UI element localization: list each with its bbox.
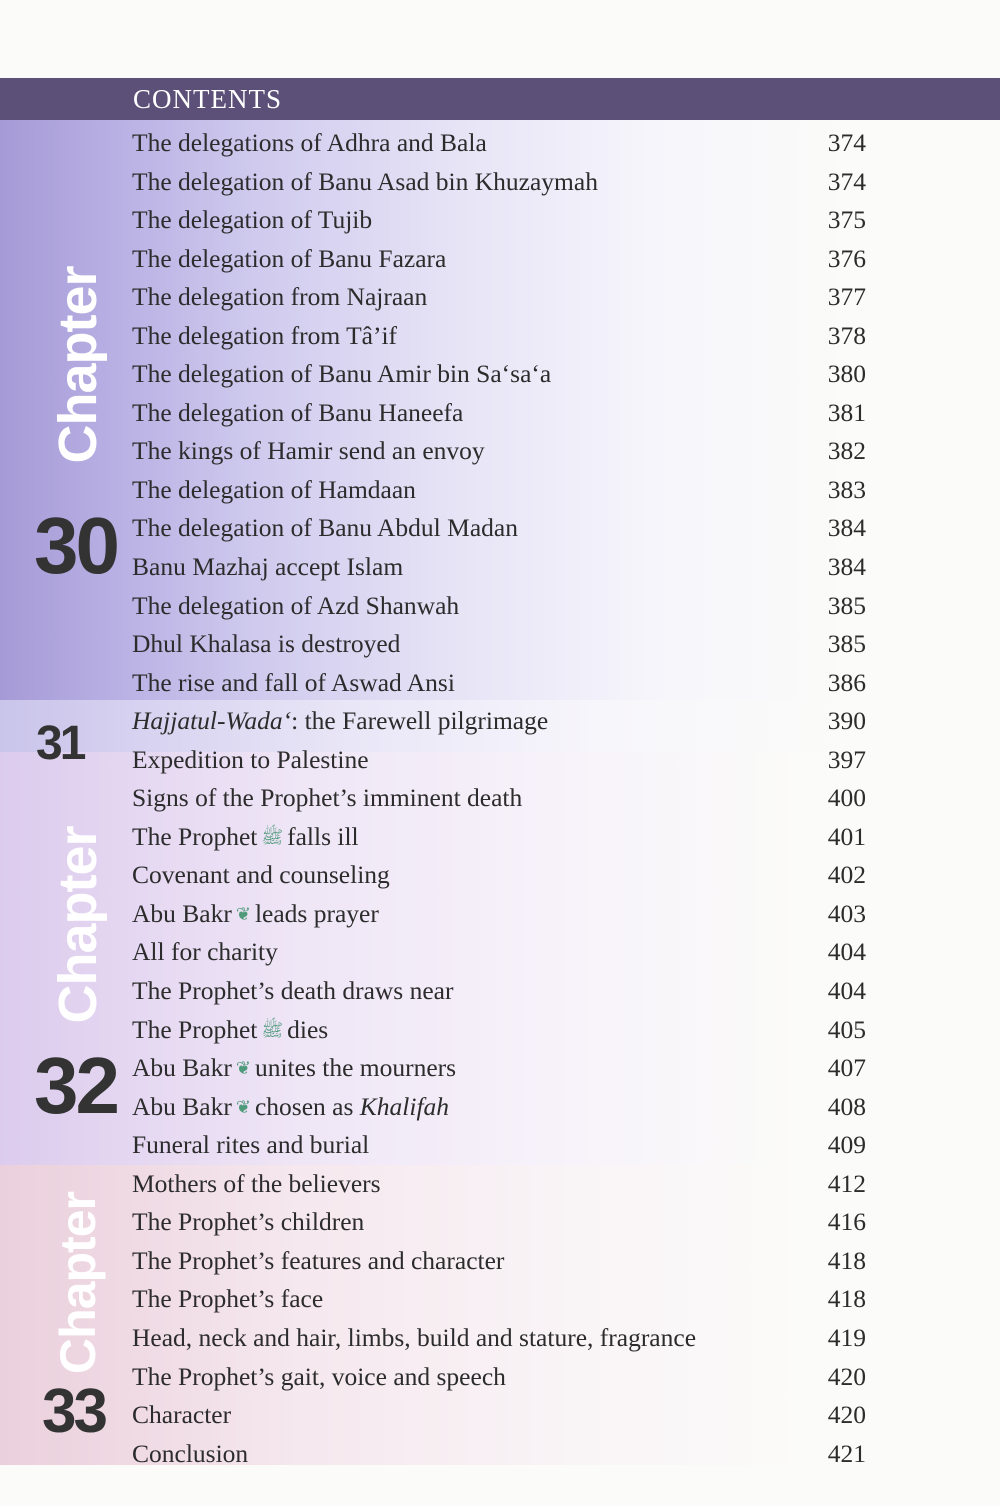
entry-page-number: 420 [827, 1361, 866, 1391]
entry-page-number: 402 [827, 860, 866, 890]
chapter-32-label: Chapter [48, 826, 108, 1024]
toc-entry[interactable] [132, 933, 872, 972]
entry-page-number: 409 [827, 1130, 866, 1160]
entry-page-number: 418 [827, 1284, 866, 1314]
entry-title: The delegation of Tujib [132, 205, 373, 235]
entry-page-number: 408 [827, 1091, 866, 1121]
toc-entry[interactable] [132, 1011, 872, 1050]
toc-entry[interactable] [132, 818, 872, 857]
entry-page-number: 403 [827, 898, 866, 928]
chapter-31-number: 31 [36, 717, 84, 770]
ra-honorific-icon: ❦ [235, 1096, 251, 1117]
entry-title-post: dies [287, 1014, 329, 1044]
entry-title-post: leads prayer [254, 898, 379, 928]
entry-page-number: 384 [827, 513, 866, 543]
toc-entry[interactable] [132, 741, 872, 780]
entry-title [132, 818, 359, 857]
entry-title-italic: Hajjatul-Wada‘ [132, 706, 292, 736]
entry-title [132, 702, 548, 741]
chapter-33-label: Chapter [50, 1192, 106, 1374]
entry-page-number: 416 [827, 1207, 866, 1237]
entry-page-number: 376 [827, 243, 866, 273]
toc-entry[interactable] [132, 317, 872, 356]
page-title: CONTENTS [133, 84, 282, 114]
entry-title: Funeral rites and burial [132, 1130, 370, 1160]
pbuh-honorific-icon: ﷺ [261, 1019, 284, 1040]
entry-title: The delegation from Tâ’if [132, 320, 398, 350]
entry-page-number: 390 [827, 706, 866, 736]
toc-entry[interactable] [132, 471, 872, 510]
entry-page-number: 386 [827, 667, 866, 697]
entry-title: The delegation of Hamdaan [132, 474, 416, 504]
entry-title: All for charity [132, 937, 278, 967]
entry-page-number: 404 [827, 937, 866, 967]
entry-title: Head, neck and hair, limbs, build and stature, fragrance [132, 1322, 697, 1352]
entry-title: The delegation of Banu Haneefa [132, 397, 464, 427]
entry-title: The Prophet’s face [132, 1284, 324, 1314]
entry-title [132, 1011, 328, 1050]
entry-title-rest: : the Farewell pilgrimage [291, 706, 549, 736]
entry-title: Character [132, 1400, 232, 1430]
toc-entry[interactable] [132, 625, 872, 664]
entry-title-pre: Abu Bakr [132, 898, 232, 928]
entry-title: Expedition to Palestine [132, 744, 369, 774]
toc-entry[interactable] [132, 1165, 872, 1204]
chapter-30-number: 30 [34, 501, 117, 590]
entry-title-pre: Abu Bakr [132, 1053, 232, 1083]
toc-entry[interactable] [132, 1126, 872, 1165]
entry-page-number: 384 [827, 552, 866, 582]
toc-entry[interactable] [132, 1358, 872, 1397]
entry-page-number: 397 [827, 744, 866, 774]
entry-page-number: 381 [827, 397, 866, 427]
toc-entry[interactable] [132, 201, 872, 240]
entry-page-number: 407 [827, 1053, 866, 1083]
toc-entry[interactable] [132, 548, 872, 587]
toc-entry[interactable] [132, 1049, 872, 1088]
ra-honorific-icon: ❦ [235, 903, 251, 924]
toc-entry[interactable] [132, 1280, 872, 1319]
entry-title-pre: The Prophet [132, 1014, 258, 1044]
table-of-contents [132, 124, 872, 1473]
entry-page-number: 374 [827, 166, 866, 196]
entry-title: The delegations of Adhra and Bala [132, 128, 487, 157]
entry-title: Covenant and counseling [132, 860, 390, 890]
entry-title: Dhul Khalasa is destroyed [132, 629, 401, 659]
entry-title: The rise and fall of Aswad Ansi [132, 667, 455, 697]
toc-entry[interactable] [132, 664, 872, 703]
entry-title: Signs of the Prophet’s imminent death [132, 783, 523, 813]
toc-entry[interactable] [132, 702, 872, 741]
entry-page-number: 383 [827, 474, 866, 504]
entry-page-number: 378 [827, 320, 866, 350]
entry-title: The delegation of Azd Shanwah [132, 590, 460, 620]
entry-title-post: chosen as [254, 1091, 354, 1121]
chapter-32-number: 32 [34, 1041, 117, 1130]
toc-entry[interactable] [132, 1242, 872, 1281]
entry-page-number: 412 [827, 1168, 866, 1198]
entry-title: The Prophet’s features and character [132, 1245, 505, 1275]
toc-entry[interactable] [132, 163, 872, 202]
entry-title: The Prophet’s gait, voice and speech [132, 1361, 506, 1391]
entry-title: The Prophet’s death draws near [132, 976, 454, 1006]
entry-title: The delegation of Banu Amir bin Sa‘sa‘a [132, 359, 552, 389]
entry-page-number: 405 [827, 1014, 866, 1044]
entry-title-italic: Khalifah [359, 1091, 450, 1121]
entry-title-post: falls ill [287, 821, 359, 851]
entry-title: The delegation of Banu Fazara [132, 243, 447, 273]
entry-page-number: 419 [827, 1322, 866, 1352]
ra-honorific-icon: ❦ [235, 1058, 251, 1079]
chapter-30-label: Chapter [48, 266, 108, 464]
entry-page-number: 385 [827, 590, 866, 620]
entry-title-pre: The Prophet [132, 821, 258, 851]
entry-page-number: 404 [827, 976, 866, 1006]
entry-title: The delegation from Najraan [132, 282, 428, 312]
entry-page-number: 374 [827, 128, 866, 157]
toc-entry[interactable] [132, 1319, 872, 1358]
entry-title: The Prophet’s children [132, 1207, 365, 1237]
entry-title: Banu Mazhaj accept Islam [132, 552, 404, 582]
entry-title: The kings of Hamir send an envoy [132, 436, 485, 466]
entry-page-number: 382 [827, 436, 866, 466]
entry-page-number: 401 [827, 821, 866, 851]
entry-title [132, 1049, 456, 1088]
entry-page-number: 385 [827, 629, 866, 659]
entry-page-number: 377 [827, 282, 866, 312]
toc-entry[interactable] [132, 432, 872, 471]
entry-title [132, 1088, 449, 1127]
entry-page-number: 420 [827, 1400, 866, 1430]
toc-entry[interactable] [132, 1396, 872, 1435]
toc-entry[interactable] [132, 355, 872, 394]
toc-entry[interactable] [132, 587, 872, 626]
toc-entry[interactable] [132, 779, 872, 818]
entry-page-number: 400 [827, 783, 866, 813]
entry-title-pre: Abu Bakr [132, 1091, 232, 1121]
toc-entry[interactable] [132, 509, 872, 548]
toc-entry[interactable] [132, 278, 872, 317]
entry-page-number: 375 [827, 205, 866, 235]
entry-title: Mothers of the believers [132, 1168, 381, 1198]
toc-entry[interactable] [132, 895, 872, 934]
toc-entry[interactable] [132, 1203, 872, 1242]
entry-page-number: 380 [827, 359, 866, 389]
entry-title [132, 895, 379, 934]
toc-entry[interactable] [132, 1435, 872, 1474]
entry-page-number: 421 [827, 1438, 866, 1468]
toc-entry[interactable] [132, 1088, 872, 1127]
toc-entry[interactable] [132, 124, 872, 163]
entry-title: The delegation of Banu Abdul Madan [132, 513, 518, 543]
pbuh-honorific-icon: ﷺ [261, 826, 284, 847]
toc-entry[interactable] [132, 240, 872, 279]
entry-title-post: unites the mourners [254, 1053, 457, 1083]
entry-title: The delegation of Banu Asad bin Khuzaymah [132, 166, 598, 196]
chapter-33-number: 33 [42, 1377, 105, 1446]
entry-title: Conclusion [132, 1438, 249, 1468]
toc-entry[interactable] [132, 972, 872, 1011]
toc-entry[interactable] [132, 394, 872, 433]
entry-page-number: 418 [827, 1245, 866, 1275]
toc-entry[interactable] [132, 856, 872, 895]
